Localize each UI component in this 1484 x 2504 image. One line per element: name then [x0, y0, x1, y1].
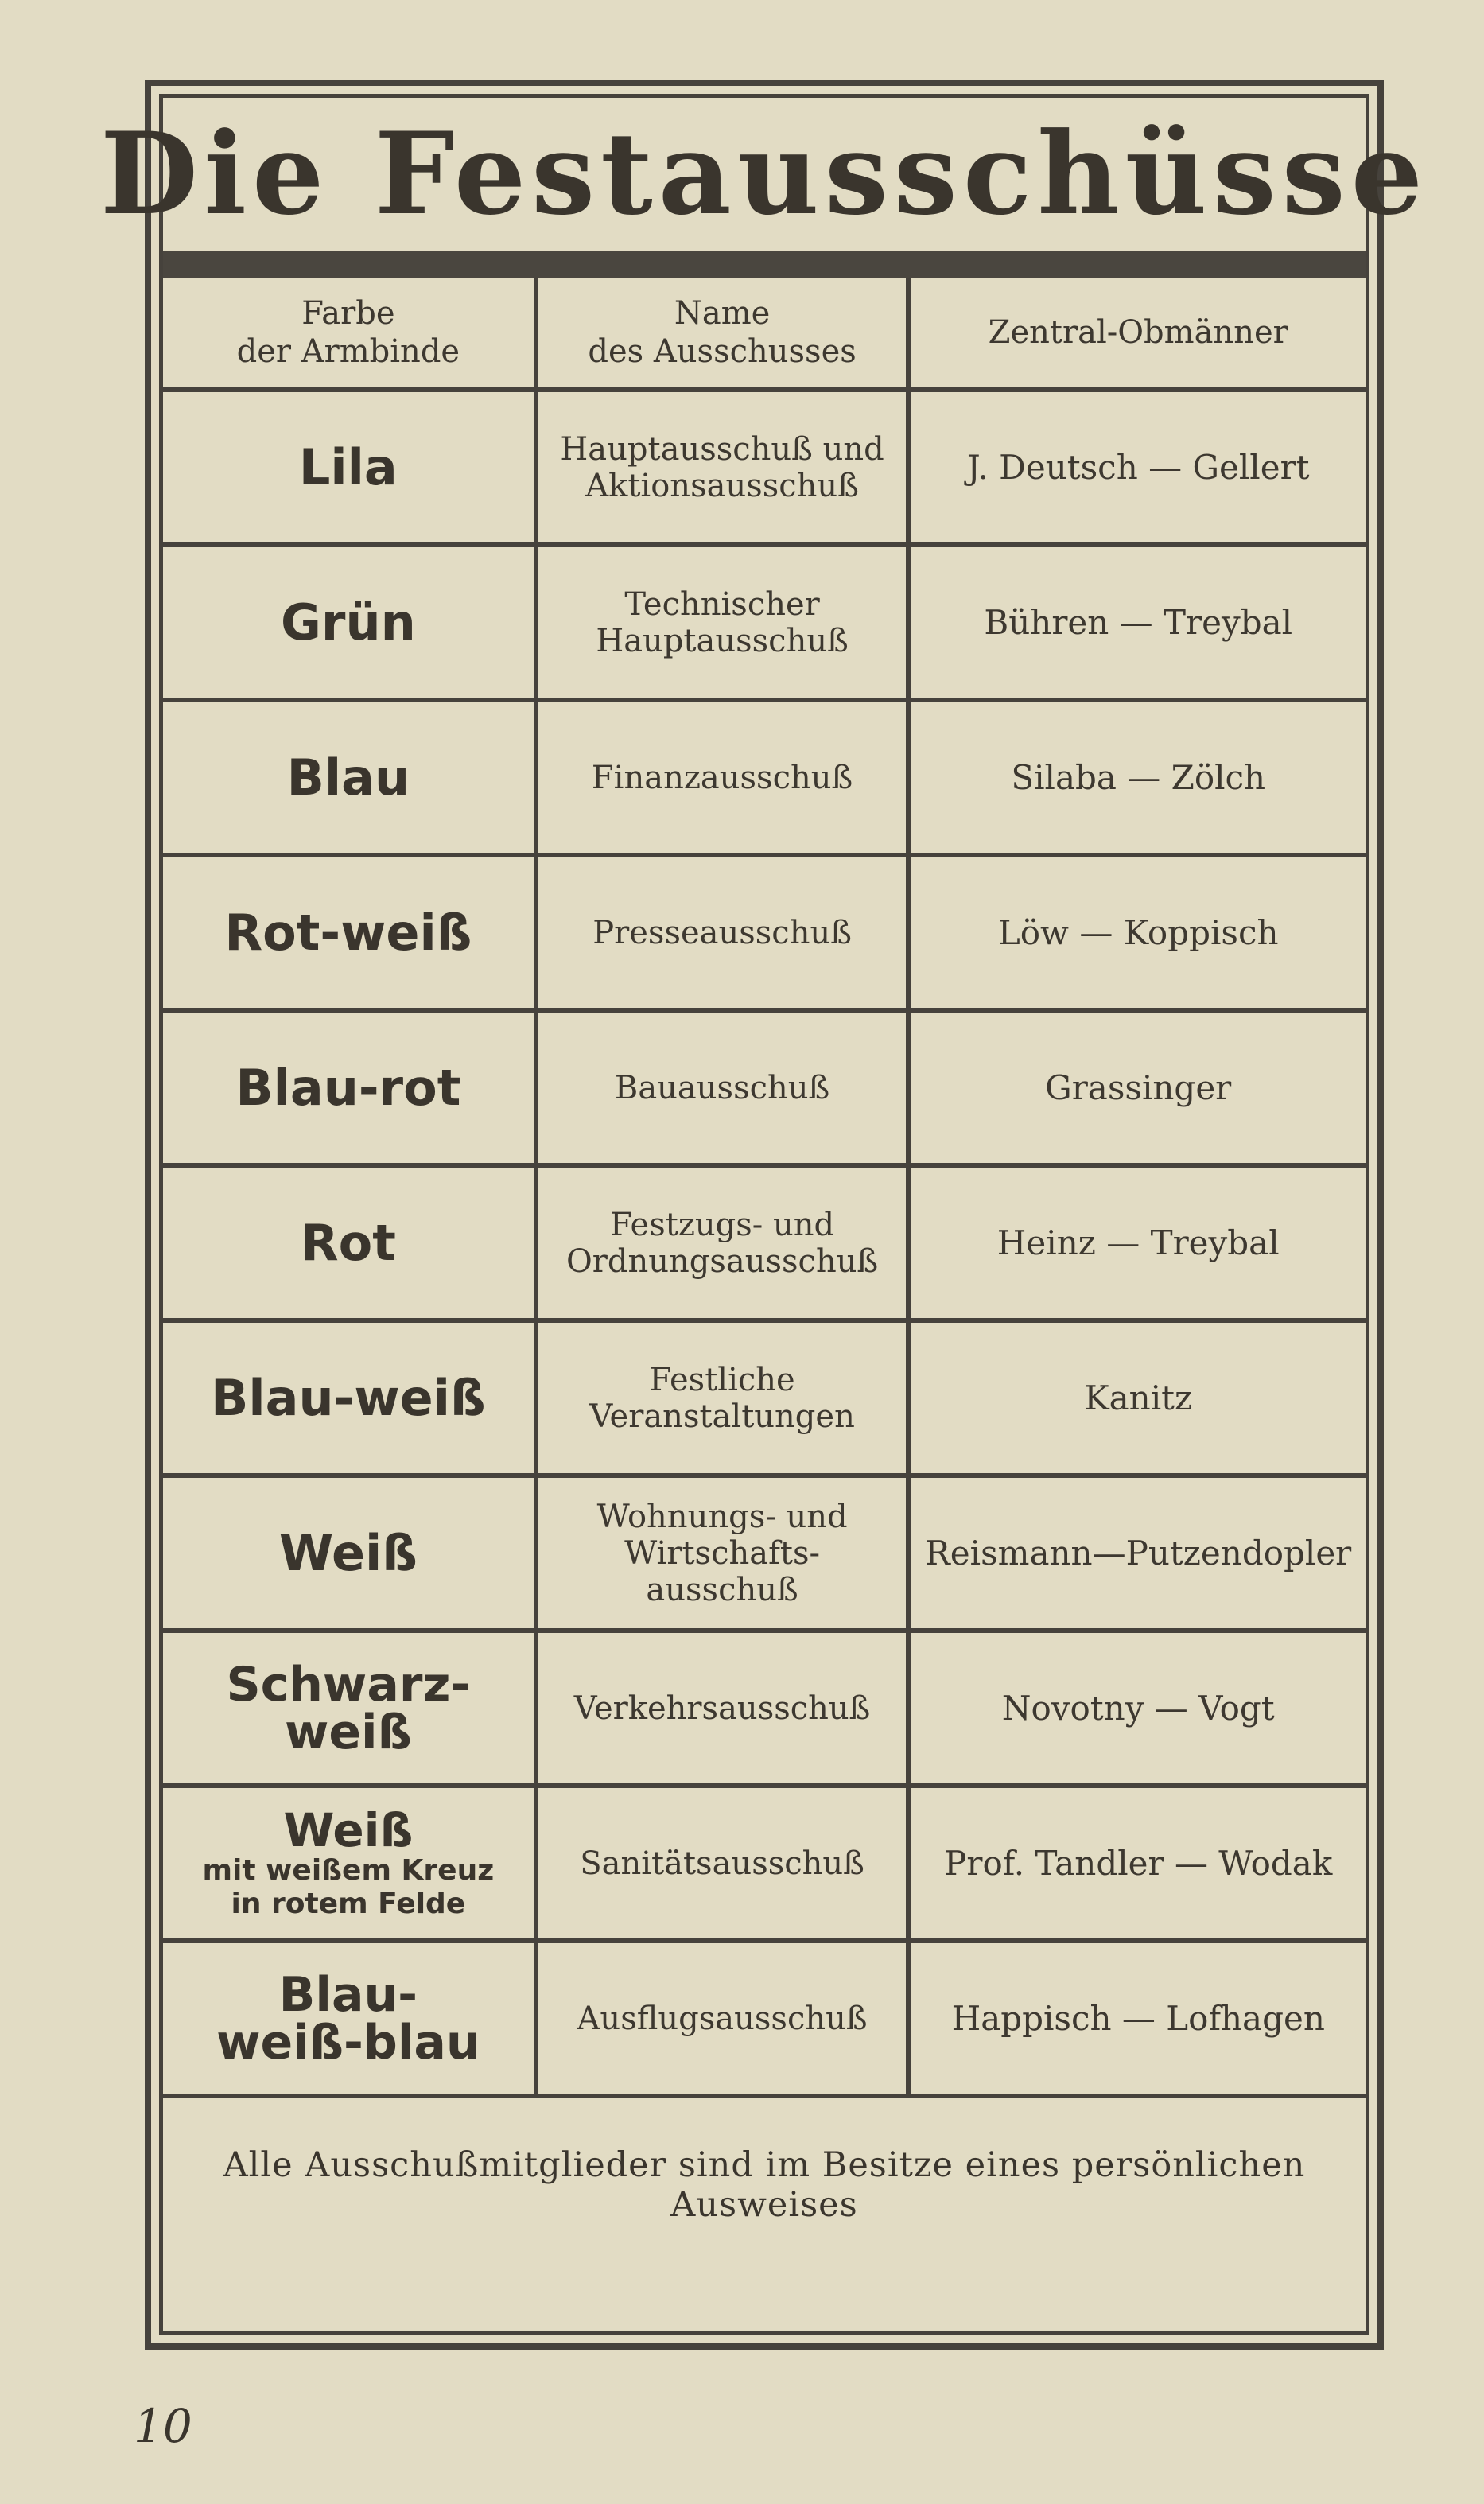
- header-name: [536, 278, 909, 390]
- table-row: [163, 1786, 1366, 1941]
- committee-name-text: Aktionsausschuß: [585, 467, 859, 504]
- committee-name-cell: [536, 1165, 909, 1320]
- committee-name-cell: [536, 1320, 909, 1476]
- title-divider-bar: [163, 251, 1366, 278]
- committee-name-text: Presseausschuß: [592, 914, 852, 951]
- committee-name-cell: [536, 1631, 909, 1786]
- committee-name-cell: [536, 545, 909, 700]
- committee-name-cell: [536, 390, 909, 545]
- chairmen-cell: Bühren — Treybal: [908, 545, 1366, 700]
- chairmen-cell: Novotny — Vogt: [908, 1631, 1366, 1786]
- armband-color-text: Blau-: [278, 1966, 418, 2023]
- table-row: [163, 1631, 1366, 1786]
- armband-color-cell: [163, 545, 536, 700]
- committee-name-cell: [536, 855, 909, 1010]
- armband-color-cell: [163, 1476, 536, 1631]
- footnote: [163, 2096, 1366, 2272]
- committee-name-cell: [536, 1941, 909, 2096]
- committee-name-text: Festliche: [649, 1361, 795, 1398]
- armband-color-cell: [163, 390, 536, 545]
- chairmen-cell: Happisch — Lofhagen: [908, 1941, 1366, 2096]
- table-row: [163, 390, 1366, 545]
- table-row: [163, 1010, 1366, 1165]
- table-row: [163, 855, 1366, 1010]
- committee-table: [163, 278, 1366, 2272]
- header-color: [163, 278, 536, 390]
- header-color-line2: der Armbinde: [236, 333, 460, 370]
- armband-color-cell: [163, 1165, 536, 1320]
- header-row: [163, 278, 1366, 390]
- committee-name-text: Bauausschuß: [614, 1069, 830, 1106]
- table-row: [163, 1165, 1366, 1320]
- armband-color-text: Weiß: [278, 1523, 418, 1582]
- armband-color-cell: [163, 700, 536, 855]
- committee-name-text: Hauptausschuß und: [560, 430, 884, 468]
- armband-color-text: Blau-rot: [235, 1058, 461, 1117]
- committee-name-cell: [536, 1010, 909, 1165]
- chairmen-cell: Prof. Tandler — Wodak: [908, 1786, 1366, 1941]
- armband-color-cell: [163, 1941, 536, 2096]
- armband-color-cell: [163, 1631, 536, 1786]
- armband-color-cell: [163, 1786, 536, 1941]
- committee-name-text: ausschuß: [646, 1571, 798, 1608]
- page-number: 10: [134, 2399, 192, 2453]
- armband-color-text: Weiß: [283, 1802, 414, 1857]
- chairmen-cell: Kanitz: [908, 1320, 1366, 1476]
- armband-color-text: Schwarz-: [226, 1656, 471, 1713]
- committee-name-text: Finanzausschuß: [591, 759, 853, 796]
- committee-name-text: Veranstaltungen: [589, 1398, 855, 1435]
- note-row: [163, 2096, 1366, 2272]
- table-row: [163, 1941, 1366, 2096]
- armband-color-text: Blau: [286, 748, 410, 807]
- chairmen-cell: J. Deutsch — Gellert: [908, 390, 1366, 545]
- armband-color-text: Rot: [300, 1213, 396, 1272]
- chairmen-cell: Silaba — Zölch: [908, 700, 1366, 855]
- table-row: [163, 700, 1366, 855]
- armband-color-text: weiß-blau: [216, 2014, 480, 2070]
- footnote-line1: Alle Ausschußmitglieder sind im Besitze eines persönlichen: [223, 2145, 1306, 2185]
- armband-color-cell: [163, 1320, 536, 1476]
- armband-color-text: weiß: [284, 1704, 412, 1760]
- committee-name-text: Ausflugsausschuß: [577, 2000, 868, 2037]
- armband-color-text: Blau-weiß: [211, 1368, 486, 1427]
- table-inner-frame: [99, 94, 1429, 2335]
- table-frame: [99, 80, 1429, 2350]
- committee-name-text: Wohnungs- und: [596, 1498, 848, 1535]
- armband-color-text: Grün: [280, 593, 416, 651]
- header-name-line1: Name: [674, 295, 771, 332]
- committee-name-cell: [536, 700, 909, 855]
- armband-color-cell: [163, 855, 536, 1010]
- armband-color-text: Lila: [298, 437, 398, 496]
- header-obm: Zentral-Obmänner: [908, 278, 1366, 390]
- committee-name-text: Festzugs- und: [609, 1206, 835, 1243]
- committee-name-text: Hauptausschuß: [596, 622, 849, 659]
- chairmen-cell: Reismann—Putzendopler: [908, 1476, 1366, 1631]
- header-color-line1: Farbe: [301, 295, 395, 332]
- footnote-line2: Ausweises: [670, 2185, 858, 2225]
- chairmen-cell: Heinz — Treybal: [908, 1165, 1366, 1320]
- page-title: Die Festausschüsse: [99, 108, 1429, 240]
- chairmen-cell: Löw — Koppisch: [908, 855, 1366, 1010]
- committee-name-text: Technischer: [624, 585, 820, 623]
- committee-name-cell: [536, 1786, 909, 1941]
- title-row: [99, 98, 1429, 251]
- armband-color-text: mit weißem Kreuz: [202, 1853, 495, 1887]
- armband-color-text: in rotem Felde: [231, 1887, 466, 1920]
- committee-name-text: Ordnungsausschuß: [565, 1242, 879, 1280]
- committee-name-text: Verkehrsausschuß: [573, 1689, 871, 1727]
- committee-name-text: Sanitätsausschuß: [580, 1845, 864, 1882]
- table-row: [163, 545, 1366, 700]
- committee-name-cell: [536, 1476, 909, 1631]
- header-name-line2: des Ausschusses: [588, 333, 857, 370]
- table-row: [163, 1320, 1366, 1476]
- table-row: [163, 1476, 1366, 1631]
- chairmen-cell: Grassinger: [908, 1010, 1366, 1165]
- armband-color-text: Rot-weiß: [224, 903, 472, 962]
- armband-color-cell: [163, 1010, 536, 1165]
- committee-name-text: Wirtschafts-: [624, 1534, 820, 1572]
